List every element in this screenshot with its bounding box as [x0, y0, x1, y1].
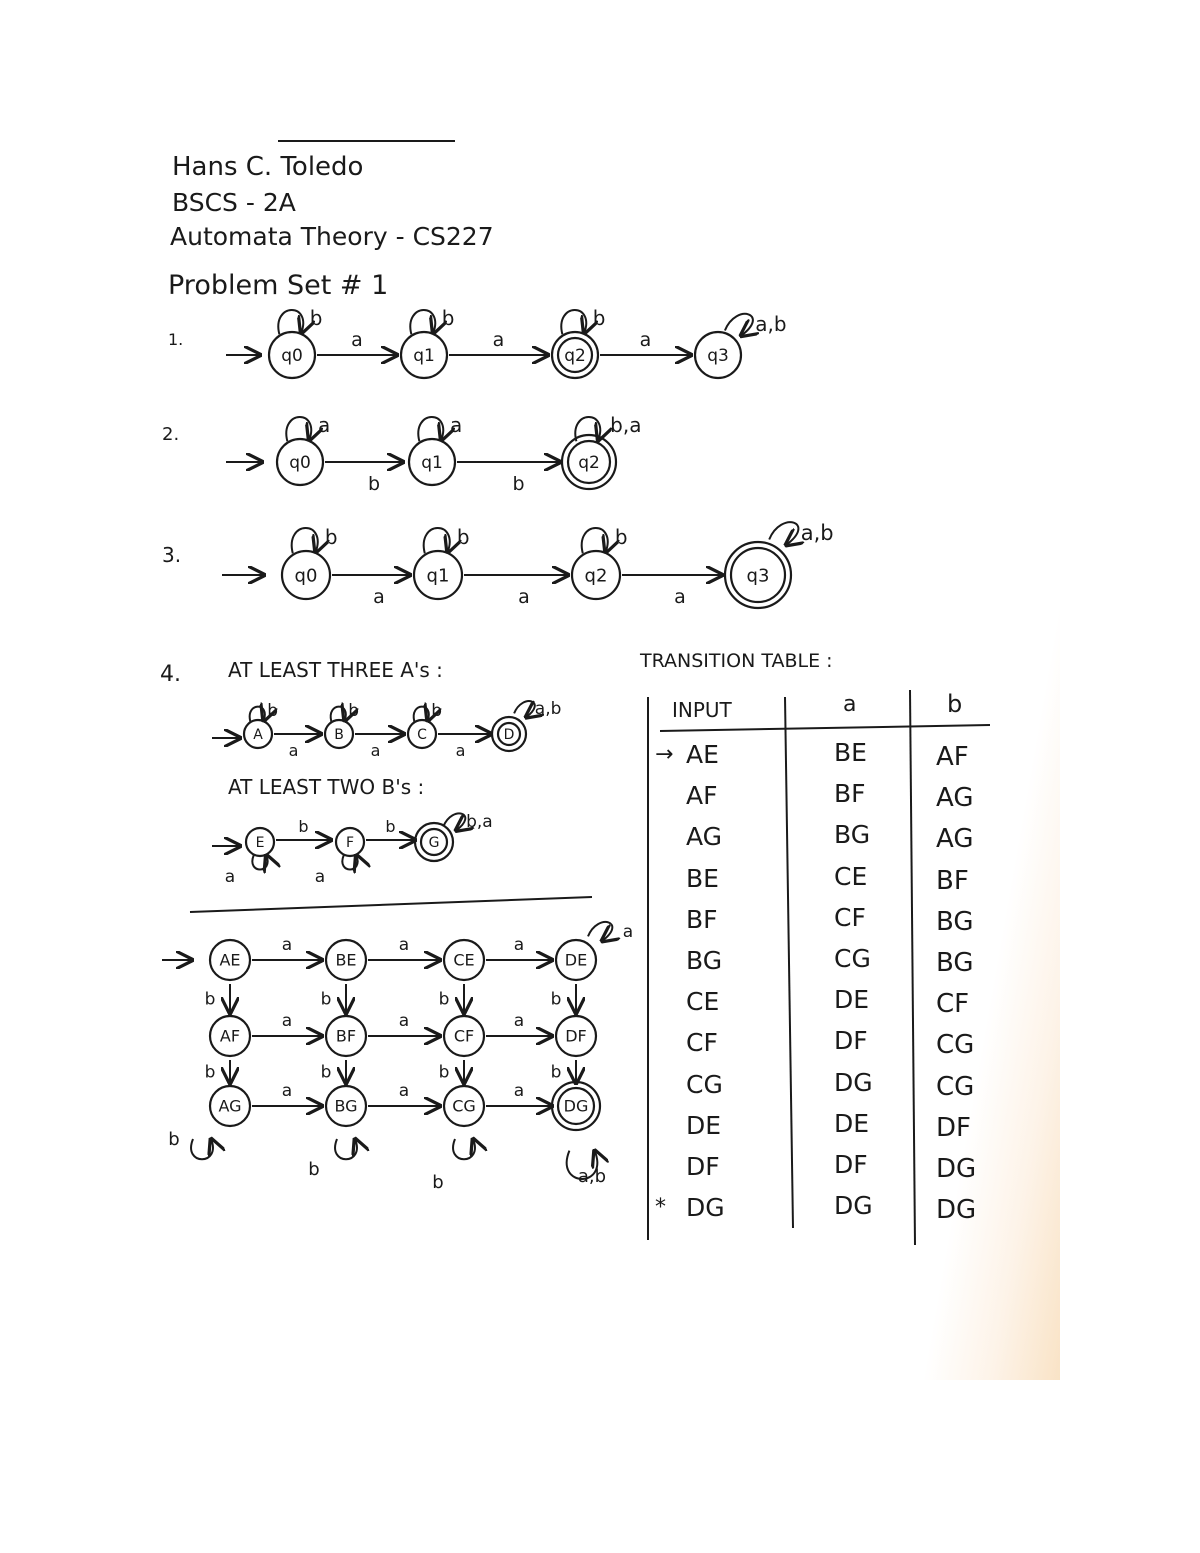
product-loop-BG — [335, 1139, 357, 1159]
p1-edge-1-label: a — [492, 329, 505, 351]
dfa-a-state-C — [408, 720, 436, 748]
product-state-CE-label: CE — [453, 950, 475, 970]
product-state-AE — [210, 940, 250, 980]
table-row-a-CG: DG — [834, 1068, 873, 1097]
p1-loop-q3-label: a,b — [755, 312, 787, 337]
p2-loop-q0-label: a — [318, 413, 331, 438]
table-row-a-DE: DE — [834, 1109, 870, 1138]
dfa-a-loop-B-label: b — [348, 700, 360, 721]
p3-loop-q3-label: a,b — [800, 521, 834, 546]
p2-loop-q2-label: b,a — [610, 413, 642, 438]
table-divider-b — [910, 690, 915, 1245]
p3-edge-0-label: a — [373, 586, 385, 608]
table-row-state-AE: AE — [686, 740, 719, 769]
at-least-two-b-heading: AT LEAST TWO B's : — [228, 775, 425, 799]
p2-state-q1 — [409, 439, 455, 485]
p1-loop-q0 — [278, 310, 303, 334]
dfa-b-edge-0-label: b — [298, 817, 309, 836]
table-row-b-AG: AG — [936, 824, 974, 854]
p3-loop-q1 — [424, 528, 450, 553]
product-edge-b-AF-label: b — [204, 1062, 216, 1083]
p3-state-q1 — [414, 551, 462, 599]
product-loop-CG — [453, 1139, 475, 1159]
product-edge-a-AF-label: a — [281, 1011, 293, 1031]
table-row-b-AF: AG — [936, 783, 974, 813]
dfa-b-edge-1-label: b — [385, 817, 396, 836]
product-state-DE — [556, 940, 596, 980]
product-state-BE — [326, 940, 366, 980]
product-state-CE — [444, 940, 484, 980]
dfa-b-state-G-label: G — [428, 834, 440, 851]
p1-edge-0-label: a — [351, 329, 363, 351]
problem-2-number: 2. — [162, 424, 180, 445]
problem-3-number: 3. — [162, 543, 182, 567]
product-state-AE-label: AE — [219, 950, 241, 970]
p1-loop-q2 — [561, 310, 586, 334]
table-row-b-BF: BG — [936, 907, 974, 937]
product-edge-b-BF-label: b — [320, 1062, 332, 1083]
student-name: Hans C. Toledo — [172, 152, 364, 182]
p3-loop-q2 — [582, 528, 608, 553]
dfa-a-state-A-label: A — [253, 726, 263, 743]
dfa-a-state-C-label: C — [417, 726, 427, 743]
p2-state-q0-label: q0 — [289, 452, 311, 473]
table-row-b-BG: BG — [936, 948, 974, 978]
table-row-state-DG: DG — [686, 1193, 725, 1222]
product-state-AG — [210, 1086, 250, 1126]
dfa-a-state-A — [244, 720, 272, 748]
p2-state-q2-label: q2 — [578, 452, 600, 473]
dfa-a-edge-1-label: a — [370, 741, 381, 760]
p3-state-q2 — [572, 551, 620, 599]
table-row-state-CF: CF — [686, 1028, 718, 1057]
problem-1-number: 1. — [168, 330, 184, 349]
p1-state-q3-label: q3 — [707, 345, 729, 366]
table-row-a-AE: BE — [834, 738, 867, 767]
p3-loop-q3 — [769, 522, 798, 545]
product-edge-a-CF-label: a — [513, 1011, 525, 1031]
product-loop-BG-label: b — [308, 1159, 320, 1180]
dfa-b-state-G — [415, 823, 453, 861]
table-row-b-CF: CG — [936, 1030, 975, 1060]
product-edge-a-BG-label: a — [398, 1081, 410, 1101]
dfa-b-state-F — [336, 828, 364, 856]
product-edge-a-AE-label: a — [281, 935, 293, 955]
p2-loop-q1 — [418, 417, 443, 441]
table-row-a-DF: DF — [834, 1150, 868, 1179]
p3-state-q3 — [725, 542, 791, 608]
table-row-a-AG: BG — [834, 820, 871, 849]
p2-loop-q1-label: a — [450, 413, 463, 438]
product-edge-b-CF-label: b — [438, 1062, 450, 1083]
product-edge-a-BF-label: a — [398, 1011, 410, 1031]
p1-state-q2-label: q2 — [564, 345, 586, 366]
table-row-state-CE: CE — [686, 987, 720, 1016]
product-edge-b-CE-label: b — [438, 989, 450, 1010]
table-header-b: b — [947, 690, 963, 718]
p1-state-q3 — [695, 332, 741, 378]
product-state-DG — [552, 1082, 600, 1130]
transition-table-title: TRANSITION TABLE : — [640, 650, 833, 672]
table-row-b-DG: DG — [936, 1195, 977, 1225]
table-header-a: a — [843, 692, 857, 717]
p2-edge-1-label: b — [512, 473, 525, 495]
product-state-AG-label: AG — [218, 1096, 242, 1116]
dfa-a-loop-D — [514, 701, 535, 717]
p2-edge-0-label: b — [367, 473, 381, 495]
at-least-three-a-heading: AT LEAST THREE A's : — [228, 658, 443, 682]
p2-state-q0 — [277, 439, 323, 485]
p1-loop-q1 — [410, 310, 435, 334]
p1-loop-q1-label: b — [441, 306, 455, 331]
product-state-BF-label: BF — [335, 1026, 357, 1046]
product-state-DE-label: DE — [564, 950, 588, 970]
section-divider — [190, 897, 592, 912]
dfa-a-loop-A-label: b — [267, 700, 279, 721]
dfa-a-edge-2-label: a — [455, 741, 466, 760]
table-header-input: INPUT — [672, 698, 732, 722]
p3-state-q0 — [282, 551, 330, 599]
product-edge-a-AG-label: a — [281, 1081, 293, 1101]
product-state-BG — [326, 1086, 366, 1126]
dfa-b-state-F-label: F — [345, 834, 355, 851]
section: BSCS - 2A — [172, 188, 296, 217]
table-row-a-AF: BF — [834, 779, 866, 808]
p1-state-q0 — [269, 332, 315, 378]
p3-loop-q2-label: b — [614, 524, 628, 549]
product-state-CG — [444, 1086, 484, 1126]
table-divider-a — [785, 697, 793, 1228]
product-loop-AG — [191, 1139, 213, 1159]
p1-state-q2 — [552, 332, 598, 378]
p3-loop-q1-label: b — [456, 524, 470, 549]
table-row-b-AE: AF — [936, 742, 969, 772]
product-state-AF-label: AF — [219, 1026, 241, 1046]
table-row-state-AG: AG — [686, 822, 723, 851]
product-state-BF — [326, 1016, 366, 1056]
table-row-state-BG: BG — [686, 946, 723, 975]
product-state-CG-label: CG — [452, 1096, 476, 1116]
table-row-a-CF: DF — [834, 1026, 868, 1055]
table-row-state-AF: AF — [686, 781, 718, 810]
p1-loop-q2-label: b — [592, 306, 606, 331]
product-state-CF — [444, 1016, 484, 1056]
product-state-DF — [556, 1016, 596, 1056]
p3-edge-2-label: a — [674, 586, 686, 608]
product-state-BE-label: BE — [335, 950, 357, 970]
dfa-b-loop-F — [342, 855, 357, 869]
dfa-b-loop-E-label: a — [224, 867, 236, 887]
product-state-DF-label: DF — [565, 1026, 587, 1046]
p1-state-q0-label: q0 — [281, 345, 303, 366]
product-state-BG-label: BG — [334, 1096, 358, 1116]
product-edge-a-CE-label: a — [513, 935, 525, 955]
product-loop-AG-label: b — [168, 1129, 180, 1150]
dfa-a-edge-0-label: a — [288, 741, 299, 760]
dfa-b-loop-E — [252, 855, 267, 869]
table-row-state-BF: BF — [686, 905, 718, 934]
p1-loop-q3 — [725, 314, 753, 336]
table-row-b-CE: CF — [936, 989, 970, 1019]
table-header-rule — [660, 725, 990, 731]
table-row-a-BG: CG — [834, 944, 871, 973]
product-loop-DE-label: a — [622, 922, 634, 942]
p3-edge-1-label: a — [518, 586, 530, 608]
table-row-state-BE: BE — [686, 864, 719, 893]
dfa-b-state-E-label: E — [255, 834, 265, 851]
table-row-state-DF: DF — [686, 1152, 720, 1181]
problem-set-title: Problem Set # 1 — [168, 270, 389, 301]
table-row-b-DF: DG — [936, 1154, 977, 1184]
product-loop-DE — [588, 922, 612, 941]
table-row-b-BE: BF — [936, 866, 969, 896]
table-row-a-BF: CF — [834, 903, 866, 932]
table-row-mark-DG: * — [655, 1195, 666, 1220]
table-row-a-CE: DE — [834, 985, 870, 1014]
product-state-AF — [210, 1016, 250, 1056]
dfa-a-state-B-label: B — [334, 726, 344, 743]
problem-4-number: 4. — [160, 662, 181, 687]
product-edge-b-DE-label: b — [550, 989, 562, 1010]
dfa-a-state-B — [325, 720, 353, 748]
p3-state-q3-label: q3 — [746, 565, 770, 587]
product-edge-a-CG-label: a — [513, 1081, 525, 1101]
p1-edge-2-label: a — [639, 329, 652, 351]
p1-state-q1 — [401, 332, 447, 378]
p3-loop-q0-label: b — [324, 524, 338, 549]
table-row-b-CG: CG — [936, 1072, 975, 1102]
table-row-a-DG: DG — [834, 1191, 873, 1220]
course-title: Automata Theory - CS227 — [170, 222, 494, 251]
p3-loop-q0 — [292, 528, 318, 553]
dfa-a-loop-C-label: b — [431, 700, 443, 721]
p3-state-q1-label: q1 — [426, 565, 450, 587]
p3-state-q0-label: q0 — [294, 565, 318, 587]
p1-loop-q0-label: b — [309, 306, 323, 331]
dfa-a-state-D — [492, 717, 526, 751]
product-edge-b-DF-label: b — [550, 1062, 562, 1083]
table-row-state-DE: DE — [686, 1111, 722, 1140]
table-row-b-DE: DF — [936, 1113, 971, 1143]
product-loop-CG-label: b — [432, 1172, 444, 1193]
dfa-b-state-E — [246, 828, 274, 856]
product-state-CF-label: CF — [453, 1026, 475, 1046]
p2-state-q1-label: q1 — [421, 452, 443, 473]
dfa-b-loop-G-label: b,a — [466, 811, 493, 832]
dfa-a-state-D-label: D — [503, 726, 515, 743]
product-edge-b-BE-label: b — [320, 989, 332, 1010]
table-row-a-BE: CE — [834, 862, 868, 891]
product-edge-b-AE-label: b — [204, 989, 216, 1010]
p1-state-q1-label: q1 — [413, 345, 435, 366]
dfa-b-loop-F-label: a — [314, 867, 326, 887]
p2-state-q2 — [562, 435, 616, 489]
product-edge-a-BE-label: a — [398, 935, 410, 955]
p2-loop-q0 — [286, 417, 311, 441]
product-loop-DG-label: a,b — [577, 1166, 607, 1187]
table-row-state-CG: CG — [686, 1070, 723, 1099]
dfa-a-loop-D-label: a,b — [534, 698, 562, 719]
p3-state-q2-label: q2 — [584, 565, 608, 587]
product-state-DG-label: DG — [563, 1096, 589, 1116]
table-row-mark-AE: → — [655, 742, 674, 767]
